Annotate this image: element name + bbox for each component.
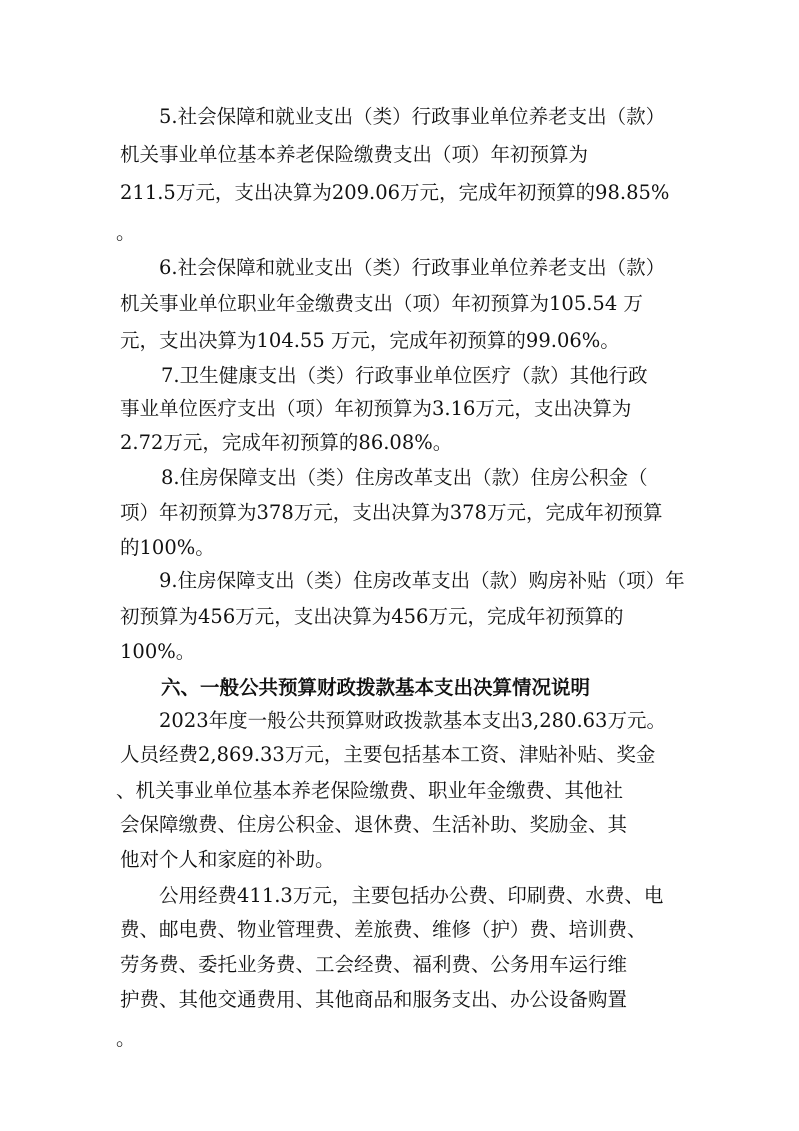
text-line: 劳务费、委托业务费、工会经费、福利费、公务用车运行维 bbox=[120, 953, 628, 976]
text-line: 事业单位医疗支出（项）年初预算为3.16万元，支出决算为 bbox=[120, 397, 632, 420]
text-line: 机关事业单位职业年金缴费支出（项）年初预算为105.54 万 bbox=[120, 292, 643, 315]
text-line: 他对个人和家庭的补助。 bbox=[120, 848, 335, 871]
text-line: 8.住房保障支出（类）住房改革支出（款）住房公积金（ bbox=[161, 466, 648, 489]
text-line: 项）年初预算为378万元，支出决算为378万元，完成年初预算 bbox=[120, 501, 663, 524]
text-line: 6.社会保障和就业支出（类）行政事业单位养老支出（款） bbox=[159, 256, 666, 279]
text-line: 。 bbox=[116, 221, 136, 244]
text-line: 5.社会保障和就业支出（类）行政事业单位养老支出（款） bbox=[159, 105, 666, 128]
text-line: 元，支出决算为104.55 万元，完成年初预算的99.06%。 bbox=[120, 329, 620, 352]
text-line: 的100%。 bbox=[120, 536, 215, 559]
text-line: 、机关事业单位基本养老保险缴费、职业年金缴费、其他社 bbox=[116, 779, 624, 802]
text-line: 公用经费411.3万元，主要包括办公费、印刷费、水费、电 bbox=[159, 884, 664, 907]
text-line: 2.72万元，完成年初预算的86.08%。 bbox=[120, 431, 453, 454]
text-line: 费、邮电费、物业管理费、差旅费、维修（护）费、培训费、 bbox=[120, 918, 647, 941]
text-line: 机关事业单位基本养老保险缴费支出（项）年初预算为 bbox=[120, 143, 589, 166]
text-line: 会保障缴费、住房公积金、退休费、生活补助、奖励金、其 bbox=[120, 813, 628, 836]
text-line: 护费、其他交通费用、其他商品和服务支出、办公设备购置 bbox=[120, 988, 628, 1011]
text-line: 7.卫生健康支出（类）行政事业单位医疗（款）其他行政 bbox=[161, 364, 648, 387]
text-line: 人员经费2,869.33万元，主要包括基本工资、津贴补贴、奖金 bbox=[120, 743, 656, 766]
text-line: 。 bbox=[116, 1027, 136, 1050]
text-line: 100%。 bbox=[120, 640, 196, 663]
text-line: 9.住房保障支出（类）住房改革支出（款）购房补贴（项）年 bbox=[159, 569, 685, 592]
text-line: 211.5万元，支出决算为209.06万元，完成年初预算的98.85% bbox=[120, 181, 670, 204]
text-line: 2023年度一般公共预算财政拨款基本支出3,280.63万元。 bbox=[159, 709, 666, 732]
text-line: 初预算为456万元，支出决算为456万元，完成年初预算的 bbox=[120, 605, 624, 628]
section-heading: 六、一般公共预算财政拨款基本支出决算情况说明 bbox=[161, 676, 591, 699]
